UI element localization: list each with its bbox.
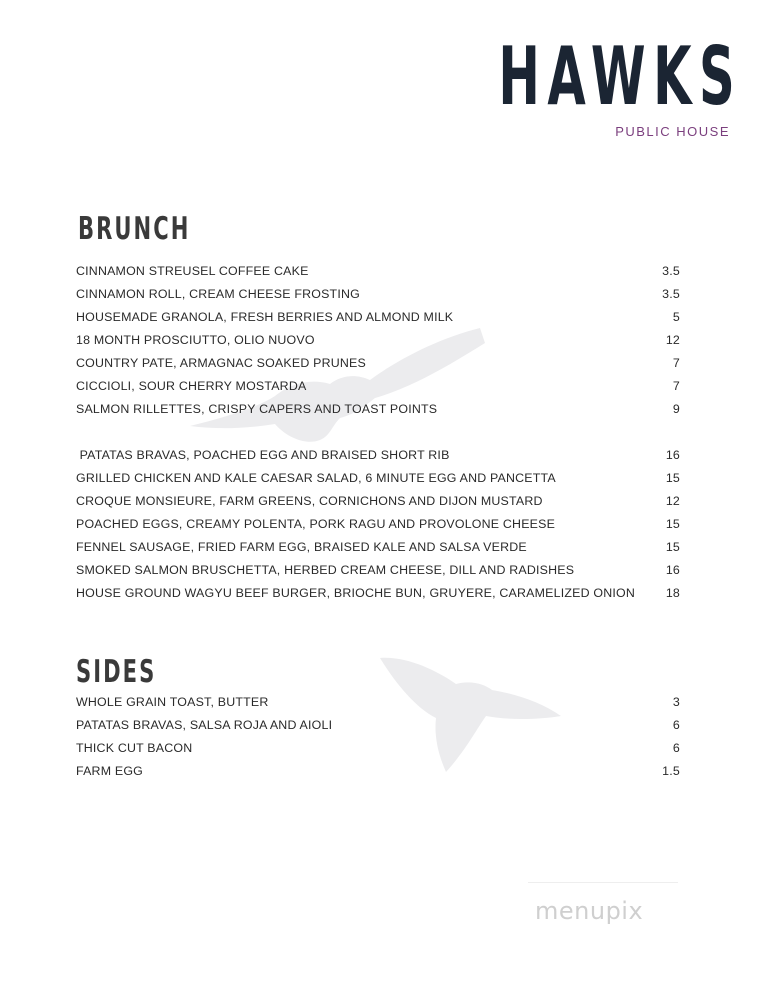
menu-item-name: FARM EGG [76,764,144,778]
menu-item-name: PATATAS BRAVAS, SALSA ROJA AND AIOLI [76,718,333,732]
menu-item-price: 16 [665,563,680,577]
menu-item-price: 16 [665,448,680,462]
menu-item-name: COUNTRY PATE, ARMAGNAC SOAKED PRUNES [76,356,366,370]
menu-item-price: 15 [665,517,680,531]
menu-item [76,692,680,712]
menu-item-price: 7 [672,379,680,393]
menu-item [76,330,680,350]
sides-title: SIDES [76,654,157,690]
menu-item-name: POACHED EGGS, CREAMY POLENTA, PORK RAGU AND PROVOLONE CHEESE [76,517,556,531]
menu-item-name: HOUSEMADE GRANOLA, FRESH BERRIES AND ALMOND MILK [76,310,454,324]
menu-item-name: CINNAMON ROLL, CREAM CHEESE FROSTING [76,287,360,301]
menu-item [76,715,680,735]
menu-item-name: PATATAS BRAVAS, POACHED EGG AND BRAISED SHORT RIB [76,448,450,462]
menu-item-price: 9 [672,402,680,416]
menu-item-name: CINNAMON STREUSEL COFFEE CAKE [76,264,309,278]
menu-item-name: CICCIOLI, SOUR CHERRY MOSTARDA [76,379,307,393]
menu-item-name: GRILLED CHICKEN AND KALE CAESAR SALAD, 6 MINUTE EGG AND PANCETTA [76,471,556,485]
menu-item-price: 12 [665,333,680,347]
brand-subtitle: PUBLIC HOUSE [615,124,730,139]
brunch-title: BRUNCH [78,211,191,247]
menu-item-price: 6 [672,718,680,732]
watermark-divider [528,882,678,883]
menu-item-price: 15 [665,471,680,485]
menu-item-price: 18 [665,586,680,600]
menupix-watermark: menupix [535,897,644,925]
menu-item [76,307,680,327]
menu-item-price: 3.5 [662,264,680,278]
menu-item-price: 15 [665,540,680,554]
menu-item [76,468,680,488]
menu-item-name: CROQUE MONSIEURE, FARM GREENS, CORNICHONS AND DIJON MUSTARD [76,494,543,508]
menu-item [76,514,680,534]
menu-item-name: SALMON RILLETTES, CRISPY CAPERS AND TOAST POINTS [76,402,438,416]
menu-item [76,560,680,580]
menu-item [76,537,680,557]
brand-header [349,30,742,139]
menu-item [76,353,680,373]
brand-name: HAWKS [498,30,742,123]
menu-item-name: WHOLE GRAIN TOAST, BUTTER [76,695,269,709]
menu-item [76,491,680,511]
menu-item-name: SMOKED SALMON BRUSCHETTA, HERBED CREAM CHEESE, DILL AND RADISHES [76,563,575,577]
menu-item-price: 3 [672,695,680,709]
menu-item [76,761,680,781]
menu-item [76,376,680,396]
menu-item [76,284,680,304]
menu-item-price: 5 [672,310,680,324]
menu-item-price: 1.5 [662,764,680,778]
menu-item-name: HOUSE GROUND WAGYU BEEF BURGER, BRIOCHE BUN, GRUYERE, CARAMELIZED ONION [76,586,635,600]
menu-item-name: THICK CUT BACON [76,741,193,755]
menu-item [76,583,680,603]
menu-item [76,445,680,465]
menu-item-price: 7 [672,356,680,370]
menu-item [76,738,680,758]
menu-item-name: 18 MONTH PROSCIUTTO, OLIO NUOVO [76,333,315,347]
menu-item-name: FENNEL SAUSAGE, FRIED FARM EGG, BRAISED KALE AND SALSA VERDE [76,540,527,554]
menu-item [76,261,680,281]
menu-item-price: 3.5 [662,287,680,301]
menu-item-price: 6 [672,741,680,755]
menu-item [76,399,680,419]
menu-item-price: 12 [665,494,680,508]
